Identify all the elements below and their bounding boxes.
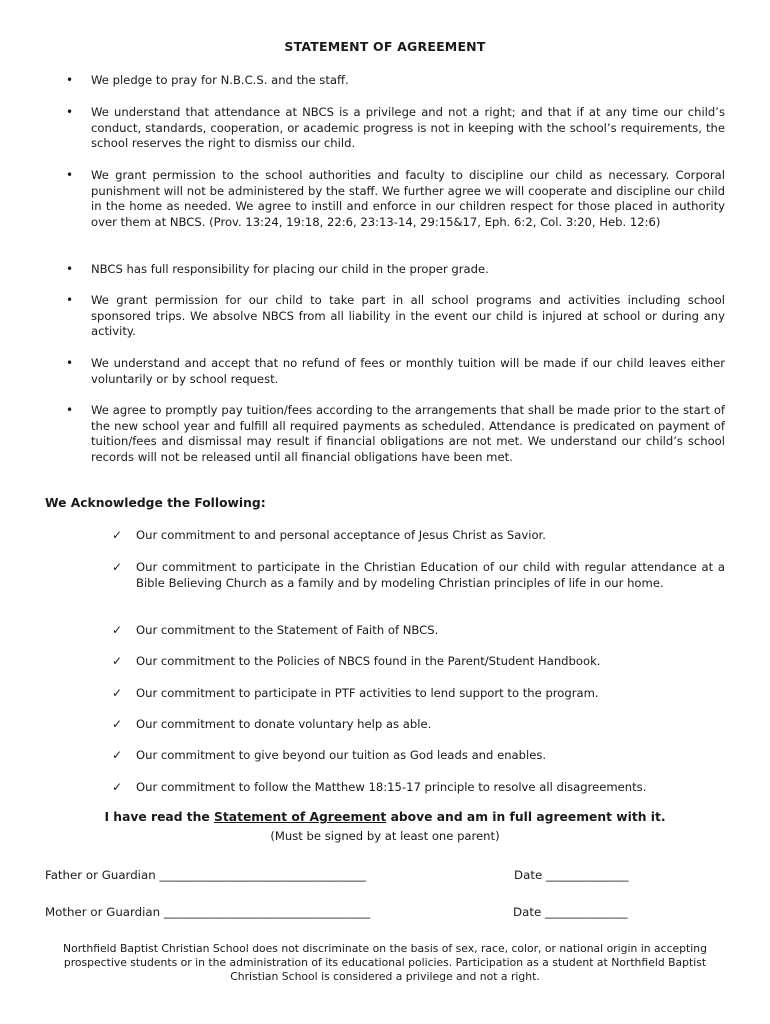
father-date-line[interactable]: Date ______________ <box>514 868 629 882</box>
bullet-icon: • <box>66 356 74 370</box>
page-title: STATEMENT OF AGREEMENT <box>284 39 486 54</box>
commitment-text: Our commitment to follow the Matthew 18:15-17 principle to resolve all disagreements. <box>136 780 647 794</box>
checkmark-icon: ✓ <box>112 748 123 762</box>
checkmark-icon: ✓ <box>112 560 123 574</box>
mother-guardian-signature-line[interactable]: Mother or Guardian ___________________________________ <box>45 905 371 919</box>
agreement-statement <box>0 810 770 824</box>
bullet-icon: • <box>66 105 74 119</box>
bullet-icon: • <box>66 403 74 417</box>
signature-note: (Must be signed by at least one parent) <box>270 829 500 843</box>
bullet-icon: • <box>66 168 74 182</box>
commitment-text: Our commitment to donate voluntary help as able. <box>136 717 432 731</box>
commitment-text: Our commitment to give beyond our tuition as God leads and enables. <box>136 748 547 762</box>
pledge-text: We grant permission to the school authorities and faculty to discipline our child as necessary. Corporal punishment will not be administered by the staff. We further agree we will cooperate and discipline our child in the home as needed. We agree to instill and enforce in our children respect for those placed in authority over them at NBCS. (Prov. 13:24, 19:18, 22:6, 23:13-14, 29:15&17, Eph. 6:2, Col. 3:20, Heb. 12:6) <box>91 168 725 229</box>
checkmark-icon: ✓ <box>112 780 123 794</box>
statement-after: above and am in full agreement with it. <box>386 810 666 824</box>
bullet-icon: • <box>66 293 74 307</box>
statement-before: I have read the <box>104 810 215 824</box>
pledge-text: We pledge to pray for N.B.C.S. and the staff. <box>91 73 349 87</box>
mother-date-line[interactable]: Date ______________ <box>513 905 628 919</box>
commitment-text: Our commitment to participate in the Christian Education of our child with regular attendance at a Bible Believing Church as a family and by modeling Christian principles of life in our home. <box>136 560 725 590</box>
commitment-text: Our commitment to the Statement of Faith of NBCS. <box>136 623 439 637</box>
pledge-text: We agree to promptly pay tuition/fees according to the arrangements that shall be made prior to the start of the new school year and fulfill all required payments as scheduled. Attendance is predicated on payment of tuition/fees and dismissal may result if financial obligations are not met. We understand our child’s school records will not be released until all financial obligations have been met. <box>91 403 725 464</box>
non-discrimination-footer: Northfield Baptist Christian School does not discriminate on the basis of sex, race, color, or national origin in accepting prospective students or in the administration of its educational policies. Participation as a student at Northfield Baptist Christian School is considered a privilege and not a right. <box>63 942 707 983</box>
bullet-icon: • <box>66 262 74 276</box>
checkmark-icon: ✓ <box>112 623 123 637</box>
bullet-icon: • <box>66 73 74 87</box>
acknowledge-heading: We Acknowledge the Following: <box>45 496 266 510</box>
father-guardian-signature-line[interactable]: Father or Guardian ___________________________________ <box>45 868 366 882</box>
commitment-text: Our commitment to participate in PTF activities to lend support to the program. <box>136 686 599 700</box>
pledge-text: We grant permission for our child to take part in all school programs and activities including school sponsored trips. We absolve NBCS from all liability in the event our child is injured at school or during any activity. <box>91 293 725 338</box>
checkmark-icon: ✓ <box>112 654 123 668</box>
pledge-text: NBCS has full responsibility for placing our child in the proper grade. <box>91 262 489 276</box>
checkmark-icon: ✓ <box>112 717 123 731</box>
checkmark-icon: ✓ <box>112 686 123 700</box>
pledge-text: We understand that attendance at NBCS is a privilege and not a right; and that if at any time our child’s conduct, standards, cooperation, or academic progress is not in keeping with the school’s requirements, the school reserves the right to dismiss our child. <box>91 105 725 150</box>
pledge-text: We understand and accept that no refund of fees or monthly tuition will be made if our child leaves either voluntarily or by school request. <box>91 356 725 386</box>
commitment-text: Our commitment to and personal acceptance of Jesus Christ as Savior. <box>136 528 546 542</box>
checkmark-icon: ✓ <box>112 528 123 542</box>
commitment-text: Our commitment to the Policies of NBCS found in the Parent/Student Handbook. <box>136 654 601 668</box>
statement-title-underlined: Statement of Agreement <box>214 810 387 824</box>
